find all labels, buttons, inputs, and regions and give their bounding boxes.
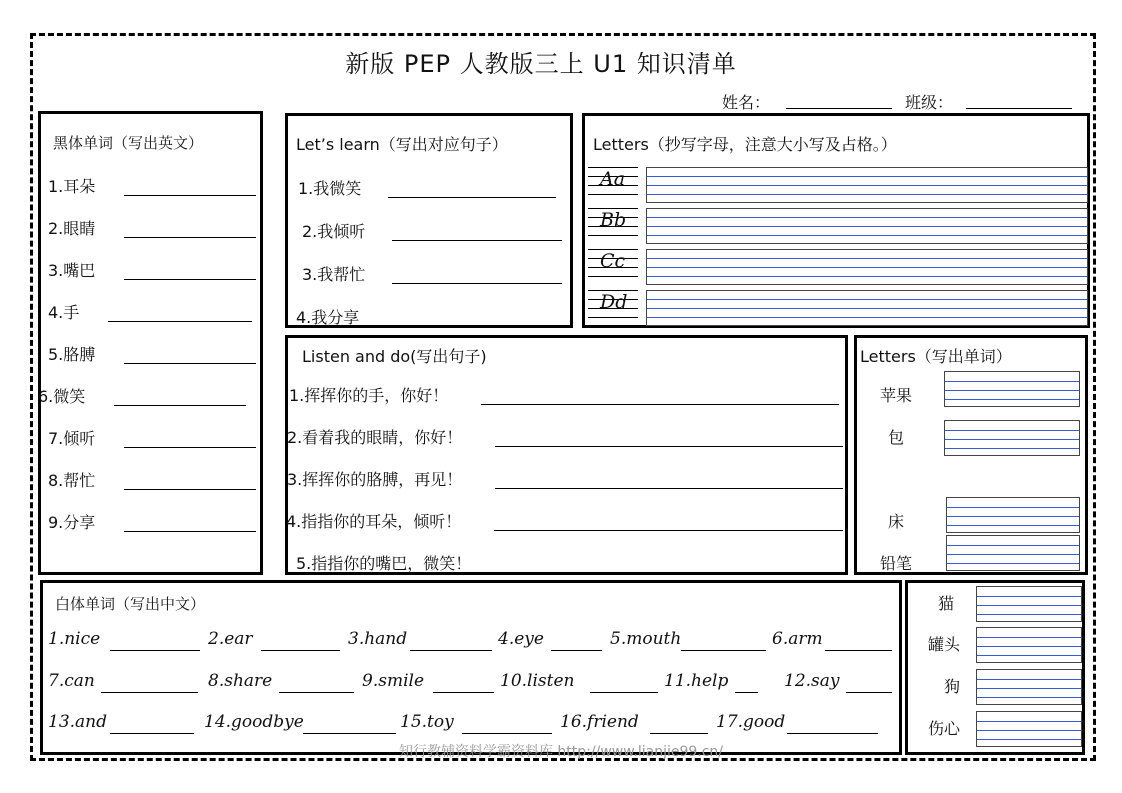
letter-guide-line xyxy=(588,235,638,236)
bold-word-answer-blank[interactable] xyxy=(114,405,246,406)
guide-line xyxy=(947,545,1079,546)
bold-word-prompt: 1.耳朵 xyxy=(48,177,96,196)
picture-word-label: 铅笔 xyxy=(880,554,913,573)
white-word-answer-blank[interactable] xyxy=(279,692,354,693)
white-word-answer-blank[interactable] xyxy=(551,650,603,651)
letter-sample: Bb xyxy=(600,209,627,231)
guide-line xyxy=(647,235,1087,236)
lets-learn-answer-blank[interactable] xyxy=(392,240,562,241)
white-word-prompt: 17.good xyxy=(716,712,786,732)
bold-word-prompt: 6.微笑 xyxy=(38,387,86,406)
letters-words-heading: Letters（写出单词） xyxy=(860,347,1012,366)
white-word-prompt: 5.mouth xyxy=(610,629,682,649)
bold-word-answer-blank[interactable] xyxy=(124,363,256,364)
white-word-answer-blank[interactable] xyxy=(825,650,893,651)
white-word-answer-blank[interactable] xyxy=(303,733,396,734)
white-word-answer-blank[interactable] xyxy=(462,733,552,734)
page-title: 新版 PEP 人教版三上 U1 知识清单 xyxy=(345,50,737,78)
letter-writing-box[interactable] xyxy=(646,290,1088,326)
white-word-answer-blank[interactable] xyxy=(433,692,494,693)
picture-word-label: 床 xyxy=(888,512,905,531)
listen-do-prompt: 4.指指你的耳朵，倾听！ xyxy=(286,512,462,531)
guide-line xyxy=(977,721,1081,722)
side-word-label: 猫 xyxy=(938,594,955,613)
name-blank[interactable] xyxy=(786,108,892,109)
guide-line xyxy=(647,267,1087,268)
letter-guide-line xyxy=(588,276,638,277)
white-word-prompt: 10.listen xyxy=(500,671,575,691)
listen-do-prompt: 5.指指你的嘴巴，微笑！ xyxy=(296,554,472,573)
lets-learn-answer-blank[interactable] xyxy=(392,283,562,284)
letters-copy-heading: Letters（抄写字母，注意大小写及占格。） xyxy=(593,135,897,154)
white-word-prompt: 7.can xyxy=(48,671,95,691)
white-word-answer-blank[interactable] xyxy=(650,733,708,734)
white-word-prompt: 15.toy xyxy=(400,712,454,732)
listen-do-prompt: 2.看着我的眼睛，你好！ xyxy=(287,428,463,447)
white-word-prompt: 9.smile xyxy=(362,671,424,691)
guide-line xyxy=(977,655,1081,656)
letter-writing-box[interactable] xyxy=(646,208,1088,244)
guide-line xyxy=(647,226,1087,227)
picture-word-writing-box[interactable] xyxy=(944,371,1080,407)
bold-word-prompt: 9.分享 xyxy=(48,513,96,532)
guide-line xyxy=(647,176,1087,177)
white-word-answer-blank[interactable] xyxy=(101,692,199,693)
guide-line xyxy=(977,739,1081,740)
guide-line xyxy=(977,614,1081,615)
guide-line xyxy=(977,688,1081,689)
picture-word-writing-box[interactable] xyxy=(944,420,1080,456)
guide-line xyxy=(647,258,1087,259)
letter-sample: Dd xyxy=(600,291,628,313)
picture-word-writing-box[interactable] xyxy=(946,497,1080,533)
side-word-label: 伤心 xyxy=(928,719,961,738)
lets-learn-heading: Let’s learn（写出对应句子） xyxy=(296,135,508,154)
guide-line xyxy=(947,507,1079,508)
letter-writing-box[interactable] xyxy=(646,249,1088,285)
class-blank[interactable] xyxy=(966,108,1072,109)
bold-word-answer-blank[interactable] xyxy=(124,237,256,238)
white-word-answer-blank[interactable] xyxy=(410,650,492,651)
white-word-prompt: 2.ear xyxy=(208,629,253,649)
white-word-answer-blank[interactable] xyxy=(846,692,892,693)
guide-line xyxy=(647,217,1087,218)
guide-line xyxy=(647,299,1087,300)
listen-do-heading: Listen and do(写出句子) xyxy=(302,347,487,366)
bold-word-prompt: 2.眼睛 xyxy=(48,219,96,238)
lets-learn-answer-blank[interactable] xyxy=(386,326,556,327)
bold-word-prompt: 8.帮忙 xyxy=(48,471,96,490)
listen-do-prompt: 1.挥挥你的手，你好！ xyxy=(289,386,449,405)
white-word-prompt: 16.friend xyxy=(560,712,639,732)
listen-do-answer-blank[interactable] xyxy=(495,488,843,489)
white-word-answer-blank[interactable] xyxy=(681,650,766,651)
lets-learn-prompt: 4.我分享 xyxy=(296,308,360,327)
white-word-answer-blank[interactable] xyxy=(110,650,200,651)
letter-guide-line xyxy=(588,194,638,195)
bold-word-prompt: 3.嘴巴 xyxy=(48,261,96,280)
side-word-label: 狗 xyxy=(944,677,961,696)
listen-do-answer-blank[interactable] xyxy=(481,404,839,405)
letter-guide-line xyxy=(588,317,638,318)
guide-line xyxy=(945,430,1079,431)
guide-line xyxy=(947,525,1079,526)
lets-learn-prompt: 3.我帮忙 xyxy=(302,265,366,284)
guide-line xyxy=(947,516,1079,517)
class-label: 班级： xyxy=(905,93,954,112)
white-word-prompt: 8.share xyxy=(208,671,273,691)
lets-learn-prompt: 2.我倾听 xyxy=(302,222,366,241)
white-word-prompt: 13.and xyxy=(48,712,108,732)
white-word-prompt: 3.hand xyxy=(348,629,408,649)
guide-line xyxy=(977,605,1081,606)
listen-do-answer-blank[interactable] xyxy=(494,530,843,531)
side-word-writing-box[interactable] xyxy=(976,669,1082,705)
side-word-writing-box[interactable] xyxy=(976,627,1082,663)
white-word-answer-blank[interactable] xyxy=(110,733,194,734)
guide-line xyxy=(977,730,1081,731)
side-word-writing-box[interactable] xyxy=(976,586,1082,622)
listen-do-box xyxy=(285,335,848,575)
bold-word-answer-blank[interactable] xyxy=(108,321,252,322)
guide-line xyxy=(647,317,1087,318)
footer-watermark: 知行教辅资料学霸资料库 http://www.lianjie99.cn/ xyxy=(398,744,724,760)
letter-writing-box[interactable] xyxy=(646,167,1088,203)
white-word-prompt: 4.eye xyxy=(498,629,544,649)
guide-line xyxy=(647,194,1087,195)
picture-word-label: 苹果 xyxy=(880,386,913,405)
bold-word-answer-blank[interactable] xyxy=(124,531,256,532)
white-word-answer-blank[interactable] xyxy=(787,733,878,734)
white-words-heading: 白体单词（写出中文） xyxy=(55,595,206,613)
listen-do-answer-blank[interactable] xyxy=(495,446,843,447)
letter-sample: Aa xyxy=(600,168,626,190)
guide-line xyxy=(945,381,1079,382)
name-label: 姓名： xyxy=(722,93,771,112)
bold-word-answer-blank[interactable] xyxy=(124,447,256,448)
guide-line xyxy=(947,563,1079,564)
white-word-prompt: 6.arm xyxy=(772,629,823,649)
guide-line xyxy=(977,646,1081,647)
bold-word-answer-blank[interactable] xyxy=(124,489,256,490)
white-word-answer-blank[interactable] xyxy=(735,692,758,693)
white-word-prompt: 1.nice xyxy=(48,629,101,649)
guide-line xyxy=(977,679,1081,680)
bold-word-prompt: 4.手 xyxy=(48,303,80,322)
letter-sample: Cc xyxy=(600,250,626,272)
guide-line xyxy=(945,399,1079,400)
side-word-label: 罐头 xyxy=(928,635,961,654)
picture-word-writing-box[interactable] xyxy=(946,535,1080,571)
white-word-prompt: 14.goodbye xyxy=(204,712,304,732)
listen-do-prompt: 3.挥挥你的胳膊，再见！ xyxy=(287,470,463,489)
lets-learn-prompt: 1.我微笑 xyxy=(298,179,362,198)
bold-words-heading: 黑体单词（写出英文） xyxy=(53,134,204,152)
bold-word-answer-blank[interactable] xyxy=(124,279,256,280)
guide-line xyxy=(947,554,1079,555)
bold-word-prompt: 5.胳膊 xyxy=(48,345,96,364)
guide-line xyxy=(977,596,1081,597)
guide-line xyxy=(945,390,1079,391)
guide-line xyxy=(647,308,1087,309)
side-word-writing-box[interactable] xyxy=(976,711,1082,747)
guide-line xyxy=(647,185,1087,186)
guide-line xyxy=(945,448,1079,449)
guide-line xyxy=(647,276,1087,277)
white-word-prompt: 11.help xyxy=(664,671,729,691)
guide-line xyxy=(977,637,1081,638)
listen-do-answer-blank[interactable] xyxy=(504,572,848,573)
guide-line xyxy=(977,697,1081,698)
bold-word-prompt: 7.倾听 xyxy=(48,429,96,448)
white-word-answer-blank[interactable] xyxy=(590,692,658,693)
guide-line xyxy=(945,439,1079,440)
white-word-answer-blank[interactable] xyxy=(261,650,341,651)
lets-learn-answer-blank[interactable] xyxy=(388,197,556,198)
picture-word-label: 包 xyxy=(888,428,905,447)
white-word-prompt: 12.say xyxy=(784,671,840,691)
bold-word-answer-blank[interactable] xyxy=(124,195,256,196)
